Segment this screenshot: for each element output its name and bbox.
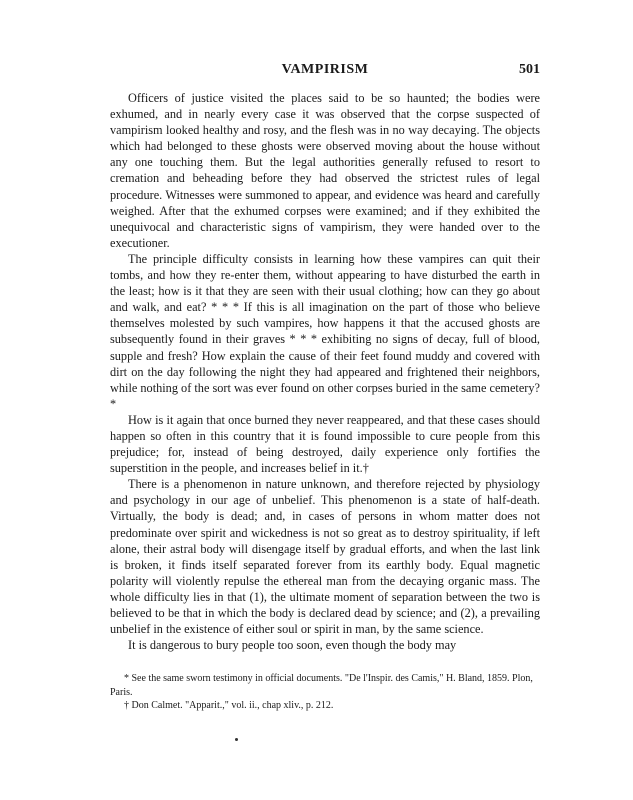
footnotes	[110, 672, 540, 713]
running-title: VAMPIRISM	[281, 62, 369, 77]
paragraph-5: It is dangerous to bury people too soon, even though the body may	[128, 638, 457, 653]
paragraph-1: Officers of justice visited the places said to be so haunted; the bodies were exhumed, and in nearly every case it was observed that the corpse suspected of vampirism looked healthy and rosy, and the flesh was in no way decaying. The objects which had belonged to these ghosts were observed moving about the house without any one touching them. But the legal authorities generally refused to resort to cremation and beheading before they had observed the strictest rules of legal procedure. Witnesses were summoned to appear, and evidence was heard and carefully weighed. After that the exhumed corpses were examined; and if they exhibited the unequivocal and characteristic signs of vampirism, they were handed over to the executioner.	[110, 91, 540, 250]
main-text	[110, 90, 540, 653]
paragraph-4: There is a phenomenon in nature unknown, and therefore rejected by physiology and psychology in our age of unbelief. This phenomenon is a state of half-death. Virtually, the body is dead; and, in cases of persons in whom matter does not predominate over spirit and wickedness is not so great as to destroy spirituality, if left alone, their astral body will disengage itself by gradual efforts, and when the last link is broken, it finds itself separated forever from its earthly body. Equal magnetic polarity will violently repulse the ethereal man from the decaying organic mass. The whole difficulty lies in that (1), the ultimate moment of separation between the two is believed to be that in which the body is declared dead by science; and (2), a prevailing unbelief in the existence of either soul or spirit in man, by the same science.	[110, 477, 540, 637]
paragraph-2: The principle difficulty consists in learning how these vampires can quit their tombs, and how they re-enter them, without appearing to have disturbed the earth in the least; how is it that they are seen with their usual clothing; how can they go about and walk, and eat? * * * If this is all imagination on the part of those who believe themselves molested by such vampires, how happens it that the accused ghosts are subsequently found in their graves * * * exhibiting no signs of decay, full of blood, supple and fresh? How explain the cause of their feet found muddy and covered with dirt on the day following the night they had appeared and frightened their neighbors, while nothing of the sort was ever found on other corpses buried in the same cemetery?*	[110, 251, 540, 411]
page-header	[110, 62, 540, 82]
page-number: 501	[519, 62, 540, 77]
paragraph-3: How is it again that once burned they never reappeared, and that these cases should happen so often in this country that it is found impossible to cure people from this prejudice; for, instead of being destroyed, daily experience only fortifies the superstition in the people, and increases belief in it.†	[110, 412, 540, 476]
footnote-1: * See the same sworn testimony in official documents. "De l'Inspir. des Camis," H. Bland, 1859. Plon, Paris.	[110, 673, 533, 698]
scan-speck	[235, 738, 238, 741]
footnote-2: † Don Calmet. "Apparit.," vol. ii., chap xliv., p. 212.	[124, 700, 334, 711]
